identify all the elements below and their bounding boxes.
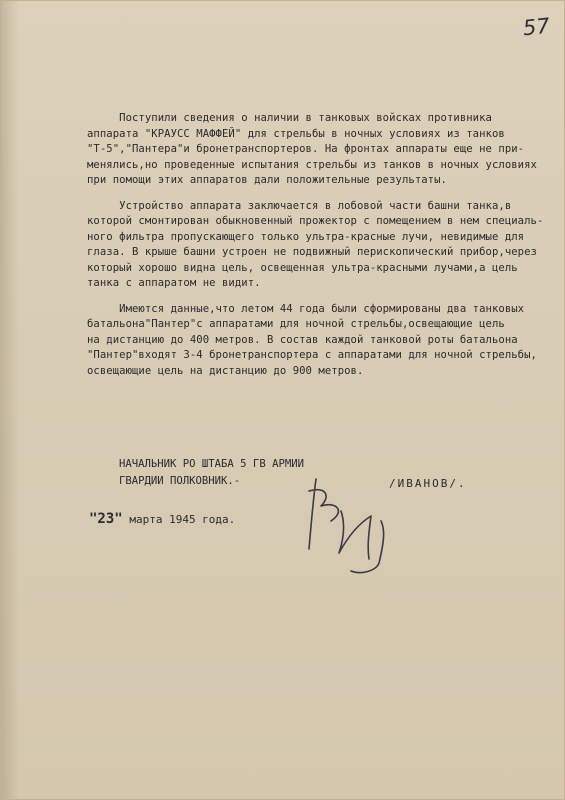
text-line: "Пантер"входят 3-4 бронетранспортера с аппаратами для ночной стрельбы,	[87, 349, 537, 361]
date-rest: марта 1945 года.	[122, 513, 236, 526]
document-body	[87, 111, 547, 389]
text-line: глаза. В крыше башни устроен не подвижный перископический прибор,через	[87, 246, 537, 258]
text-line: при помощи этих аппаратов дали положительные результаты.	[87, 174, 447, 186]
text-line: на дистанцию до 400 метров. В состав каждой танковой роты батальона	[87, 333, 518, 346]
text-line: танка с аппаратом не видит.	[87, 277, 261, 289]
text-line: Имеются данные,что летом 44 года были сформированы два танковых	[87, 302, 525, 315]
paragraph-2	[87, 199, 547, 292]
signatory-rank: ГВАРДИИ ПОЛКОВНИК.-	[119, 475, 241, 487]
handwritten-signature	[291, 471, 431, 581]
paragraph-3	[87, 302, 547, 380]
text-line: которой смонтирован обыкновенный прожектор с помещением в нем специаль-	[87, 215, 544, 227]
signatory-name: /ИВАНОВ/.	[389, 477, 467, 490]
text-line: батальона"Пантер"с аппаратами для ночной стрельбы,освещающие цель	[87, 318, 505, 330]
document-date	[89, 511, 235, 527]
page-edge-shadow	[1, 1, 19, 800]
paragraph-1	[87, 111, 547, 189]
page-number: 57	[522, 13, 552, 41]
signatory-title: НАЧАЛЬНИК РО ШТАБА 5 ГВ АРМИИ	[119, 458, 304, 470]
text-line: освещающие цель на дистанцию до 900 метров.	[87, 364, 364, 377]
text-line: ного фильтра пропускающего только ультра-красные лучи, невидимые для	[87, 230, 525, 243]
text-line: который хорошо видна цель, освещенная ультра-красными лучами,а цель	[87, 261, 518, 274]
text-line: "Т-5","Пантера"и бронетранспортеров. На фронтах аппараты еще не при-	[87, 143, 525, 155]
text-line: Устройство аппарата заключается в лобовой части башни танка,в	[87, 199, 512, 212]
text-line: менялись,но проведенные испытания стрельбы из танков в ночных условиях	[87, 158, 537, 171]
date-day: "23"	[89, 511, 123, 527]
text-line: Поступили сведения о наличии в танковых войсках противника	[87, 112, 492, 124]
text-line: аппарата "КРАУСС МАФФЕЙ" для стрельбы в ночных условиях из танков	[87, 127, 505, 140]
